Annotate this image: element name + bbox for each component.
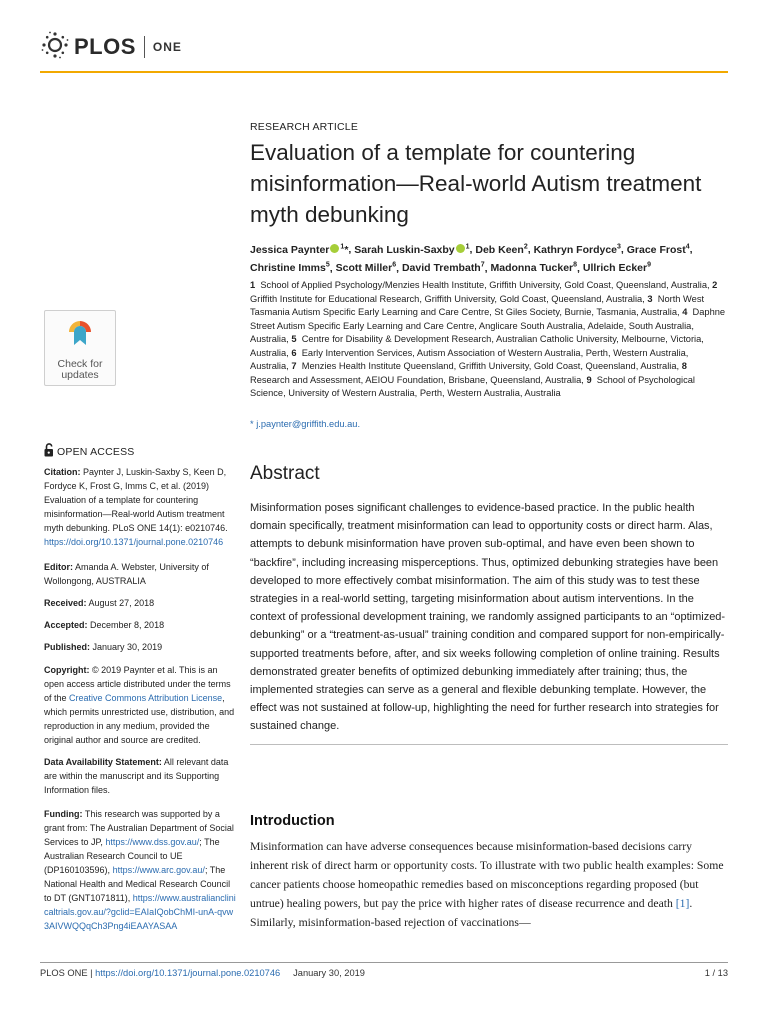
footer-doi-link[interactable]: https://doi.org/10.1371/journal.pone.0210746 — [95, 968, 281, 978]
copyright-text-cont: , which permits unrestricted use, distribution, and reproduction in any medium, provided the original author and source are credited. — [44, 693, 235, 745]
affiliation-marker: 6 — [392, 261, 397, 269]
article-type: RESEARCH ARTICLE — [250, 121, 359, 133]
funding-text-2: ; The Australian Research Council to UE (DP160103596), — [44, 837, 220, 875]
author-name[interactable]: Scott Miller — [335, 262, 393, 274]
affiliation-marker: 3 — [617, 243, 621, 250]
intro-paragraph-cont: . Similarly, misinformation-based rejection of vaccinations— — [250, 897, 693, 929]
author[interactable] — [402, 262, 485, 274]
author[interactable] — [250, 262, 330, 274]
copyright-block — [44, 663, 236, 747]
affiliation-number: 2 — [712, 280, 718, 290]
copyright-label: Copyright: — [44, 665, 90, 675]
author-name[interactable]: Christine Imms — [250, 262, 326, 274]
logo-suffix: ONE — [152, 40, 182, 54]
abstract-divider — [250, 744, 728, 745]
license-link[interactable]: Creative Commons Attribution License — [69, 693, 223, 703]
editor-text: Amanda A. Webster, University of Wollongong, AUSTRALIA — [44, 562, 209, 586]
author-name[interactable]: Grace Frost — [626, 243, 686, 256]
footer-date: January 30, 2019 — [293, 968, 365, 978]
affiliation-marker: 2 — [523, 243, 528, 250]
footer-citation: PLOS ONE | https://doi.org/10.1371/journal.pone.0210746 January 30, 2019 — [40, 968, 365, 978]
affiliation-marker: 8 — [573, 261, 578, 269]
orcid-icon[interactable] — [330, 244, 339, 253]
published-block — [44, 640, 236, 654]
funding-block — [44, 807, 236, 933]
affiliation-number: 1 — [250, 280, 256, 290]
citation-doi-link[interactable]: https://doi.org/10.1371/journal.pone.0210746 — [44, 537, 224, 547]
author-name[interactable]: Kathryn Fordyce — [533, 243, 617, 256]
data-availability-text: All relevant data are within the manuscript and its Supporting Information files. — [44, 757, 229, 795]
funding-text: This research was supported by a grant from: The Australian Department of Social Services to JP, — [44, 809, 234, 847]
affiliation-marker: 5 — [325, 261, 330, 269]
received-label: Received: — [44, 598, 87, 608]
author-name[interactable]: Jessica Paynter — [250, 243, 330, 256]
author[interactable] — [250, 244, 348, 256]
data-availability-label: Data Availability Statement: — [44, 757, 162, 767]
open-access-label: OPEN ACCESS — [57, 445, 135, 458]
affiliation-marker: 4 — [685, 243, 690, 250]
citation-label: Citation: — [44, 467, 81, 477]
affiliation-marker: 7 — [480, 261, 485, 269]
author[interactable] — [336, 262, 397, 274]
affiliation-number: 5 — [291, 334, 297, 344]
affiliation-marker: 9 — [647, 261, 651, 269]
affiliation-marker: 1 — [465, 243, 470, 250]
author-name[interactable]: Madonna Tucker — [490, 262, 574, 274]
accepted-date: December 8, 2018 — [90, 620, 165, 630]
orcid-icon[interactable] — [456, 244, 465, 253]
citation-block — [44, 465, 236, 549]
affiliation-text: Research and Assessment, AEIOU Foundation, Brisbane, Queensland, Australia, — [250, 374, 584, 385]
header-rule — [40, 71, 728, 73]
affiliation-text: School of Applied Psychology/Menzies Health Institute, Griffith University, Gold Coast, Queensland, Australia, — [260, 280, 710, 290]
author[interactable] — [490, 262, 577, 274]
corresponding-email[interactable]: * j.paynter@griffith.edu.au. — [250, 419, 361, 429]
check-for-updates-badge[interactable] — [44, 310, 116, 386]
author[interactable] — [475, 244, 527, 256]
affiliation-marker: 1 — [340, 243, 345, 250]
funding-link-arc[interactable]: https://www.arc.gov.au/ — [112, 865, 205, 875]
citation-text: Paynter J, Luskin-Saxby S, Keen D, Fordyce K, Frost G, Imms C, et al. (2019) Evaluation of a template for countering misinformation—Real-world Autism treatment myth debunking. PLoS ONE 14(1): e0210746. — [44, 467, 228, 533]
plos-logo-icon — [40, 30, 70, 65]
page-number: 1 / 13 — [704, 968, 728, 978]
open-lock-icon — [44, 443, 54, 460]
affiliation-number: 8 — [681, 361, 687, 371]
journal-logo[interactable] — [40, 32, 182, 62]
introduction-text — [250, 837, 728, 932]
abstract-heading: Abstract — [250, 463, 320, 484]
author-list: Jessica Paynter $^1$*, Sarah Luskin-Saxby $^1$, Deb Keen$^2$, Kathryn Fordyce$^3$, Grace Frost$^4$, Christine Imms$^5$, Scott Miller$^6$, David Trembath$^7$, Madonna Tucker$^8$, Ullrich Ecker$^9$ — [250, 243, 693, 274]
author[interactable] — [627, 244, 690, 256]
accepted-label: Accepted: — [44, 620, 88, 630]
author-name[interactable]: David Trembath — [401, 262, 481, 274]
affiliation-text: Daphne Street Autism Specific Early Learning and Care Centre, Anglicare South Australia, Adelaide, South Australia, Australia, — [250, 307, 726, 344]
logo-divider — [144, 36, 145, 58]
received-date: August 27, 2018 — [88, 598, 155, 608]
reference-link[interactable]: [1] — [675, 897, 690, 910]
affiliation-number: 6 — [291, 347, 297, 358]
author[interactable] — [534, 244, 621, 256]
affiliation-text: Griffith Institute for Educational Research, Griffith University, Gold Coast, Queensland, Australia, — [250, 293, 645, 304]
author[interactable] — [354, 244, 469, 256]
affiliation-number: 4 — [682, 307, 688, 317]
footer-journal: PLOS ONE — [40, 968, 88, 978]
affiliation-text: North West Tasmania Autism Specific Early Learning and Care Centre, St Giles Society, Burnie, Tasmania, Australia, — [250, 293, 705, 317]
received-block — [44, 596, 236, 610]
affiliation-text: Menzies Health Institute Queensland, Griffith University, Gold Coast, Queensland, Australia, — [301, 361, 680, 371]
affiliation-list — [250, 279, 728, 401]
logo-wordmark: PLOS — [74, 34, 136, 59]
editor-label: Editor: — [44, 562, 73, 572]
intro-paragraph: Misinformation can have adverse consequences because misinformation-based decisions carry inherent risk of direct harm or opportunity costs. To illustrate with two public health examples: Some cancer patients choose homeopathic remedies based on misconceptions regarding proposed (but untrue) healing powers, but pay the price with higher rates of disease recurrence and death — [250, 840, 724, 910]
affiliation-number: 9 — [586, 374, 592, 385]
affiliation-text: School of Psychological Science, University of Western Australia, Perth, Western Australia, Australia — [250, 374, 695, 398]
introduction-heading: Introduction — [250, 813, 335, 829]
crossmark-label: Check for updates — [57, 358, 103, 381]
funding-label: Funding: — [44, 809, 83, 819]
affiliation-number: 7 — [291, 361, 297, 371]
funding-link-trials[interactable]: https://www.australianclinicaltrials.gov.au/?gclid=EAIaIQobChMI-unA-qvw3AIVWQQqCh3Png4iEAAYASAA — [44, 893, 236, 931]
copyright-text: © 2019 Paynter et al. This is an open access article distributed under the terms of the — [44, 665, 231, 703]
open-access-badge — [44, 443, 134, 460]
author-name[interactable]: Deb Keen — [475, 243, 524, 256]
affiliation-text: Early Intervention Services, Autism Association of Western Australia, Perth, Western Australia, Australia, — [250, 347, 689, 371]
funding-text-3: ; The National Health and Medical Research Council to DT (GNT1071811), — [44, 865, 231, 903]
published-label: Published: — [44, 642, 91, 652]
crossmark-icon — [67, 319, 93, 358]
footer-rule — [40, 962, 728, 963]
author-name[interactable]: Ullrich Ecker — [582, 262, 648, 274]
affiliation-number: 3 — [647, 293, 653, 304]
affiliation-text: Centre for Disability & Development Research, Australian Catholic University, Melbourne, Victoria, Australia, — [250, 334, 704, 358]
article-title: Evaluation of a template for countering misinformation—Real-world Autism treatment myth debunking — [250, 140, 702, 227]
published-date: January 30, 2019 — [92, 642, 163, 652]
abstract-text: Misinformation poses significant challenges to evidence-based practice. In the public health domain specifically, treatment misinformation can lead to opportunity costs or direct harm. Alas, attempts to debunk misinformation have proven sub-optimal, and have even been shown to “backfire”, including increasing misperceptions. Thus, optimized debunking strategies have been developed to more effectively combat misinformation. The aim of this study was to test these strategies in a real-world setting, targeting misinformation about autism interventions. In the context of professional development training, we randomly assigned participants to an “optimized-debunking” or a “treatment-as-usual” training condition and compared support for non-empirically-supported treatments before, after, and six weeks following completion of online training. Results demonstrated greater benefits of optimized debunking immediately after training; thus, the implemented strategies can serve as a general and flexible debunking template. However, the effect was not sustained at follow-up, highlighting the need for further research into strategies for sustained change. — [250, 502, 726, 733]
accepted-block — [44, 618, 236, 632]
corresponding-marker: * — [344, 243, 349, 256]
editor-block — [44, 560, 236, 588]
data-availability-block — [44, 755, 236, 797]
author[interactable] — [583, 262, 651, 274]
author-name[interactable]: Sarah Luskin-Saxby — [354, 243, 455, 256]
funding-link-dss[interactable]: https://www.dss.gov.au/ — [105, 837, 200, 847]
